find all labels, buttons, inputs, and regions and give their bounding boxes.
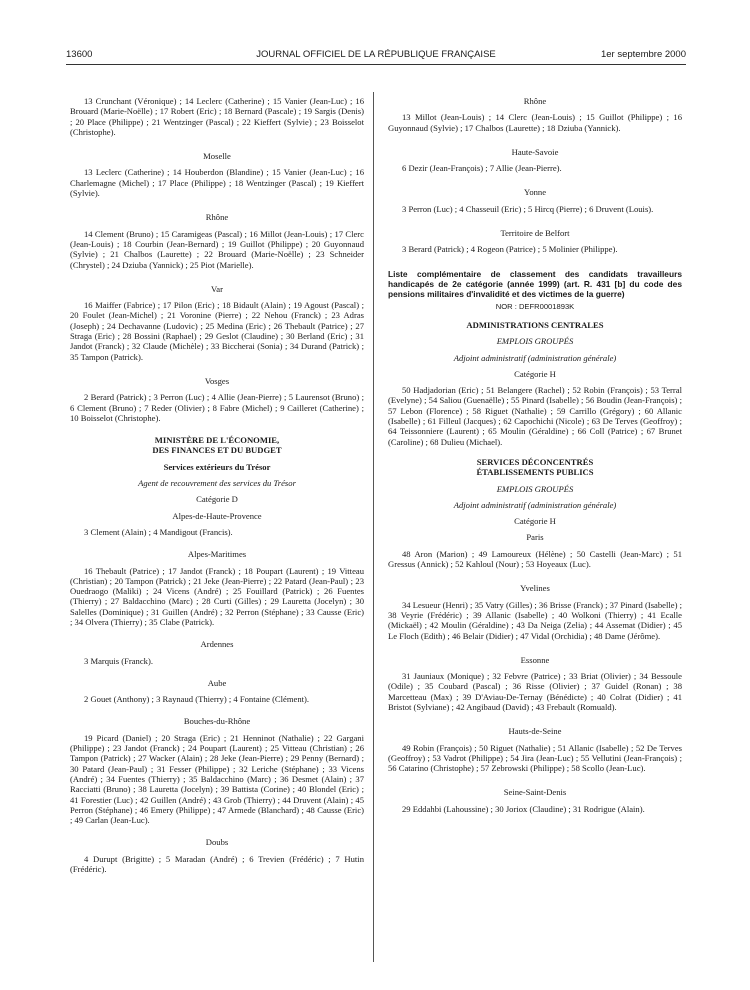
section-title-ardennes: Ardennes <box>200 639 234 650</box>
section-title-belfort: Territoire de Belfort <box>500 228 570 239</box>
etablissements-heading: ÉTABLISSEMENTS PUBLICS <box>476 467 594 478</box>
section-title-doubs: Doubs <box>205 837 229 848</box>
list-paragraph-am: 16 Thebault (Patrice) ; 17 Jandot (Franck) ; 18 Poupart (Laurent) ; 19 Vitteau (Christian) ; 20 Tampon (Patrick) ; 21 Jeke (Jean-Pierre) ; 22 Patard (Jean-Paul) ; 23 Ouedraogo (Maliki) ; 24 Vicens (André) ; 25 Fouillard (Patrick) ; 26 Fuentes (Thierry) ; 27 Baldacchino (Marc) ; 28 Curti (Gilles) ; 29 Lauretta (Jocelyn) ; 30 Salelles (Dominique) ; 31 Guillen (André) ; 32 Perron (Stéphane) ; 33 Causse (Eric) ; 34 Olvera (Thierry) ; 35 Clabe (Patrick). <box>70 565 364 627</box>
section-title-hauts-de-seine: Hauts-de-Seine <box>508 726 562 737</box>
services-heading: Services extérieurs du Trésor <box>163 461 271 472</box>
list-paragraph-seine-saint-denis: 29 Eddahbi (Lahoussine) ; 30 Joriox (Claudine) ; 31 Rodrigue (Alain). <box>402 803 645 814</box>
section-title-moselle: Moselle <box>203 151 231 162</box>
list-paragraph-belfort: 3 Berard (Patrick) ; 4 Rogeon (Patrice) ; 5 Molinier (Philippe). <box>402 244 618 255</box>
section-title-haute-savoie: Haute-Savoie <box>511 146 559 157</box>
list-paragraph-var: 16 Maiffer (Fabrice) ; 17 Pilon (Eric) ; 18 Bidault (Alain) ; 19 Agoust (Pascal) ; 20 Foulet (Jean-Michel) ; 21 Voronine (Pierre) ; 22 Nehou (Franck) ; 23 Adras (Joseph) ; 24 Dechavanne (Ludovic) ; 25 Medina (Eric) ; 26 Thebault (Patrice) ; 27 Straga (Eric) ; 28 Bossini (Raphael) ; 29 Geslot (Claudine) ; 30 Berland (Eric) ; 31 Jandot (Franck) ; 32 Claude (Michèle) ; 33 Biccherai (Sonia) ; 34 Durand (Patrick) ; 35 Tampon (Patrick). <box>70 300 364 362</box>
list-paragraph-yvelines: 34 Lesueur (Henri) ; 35 Vatry (Gilles) ; 36 Brisse (Franck) ; 37 Pinard (Isabelle) ; 38 Veyrie (Frédéric) ; 39 Allanic (Isabelle) ; 40 Wolkoni (Thierry) ; 41 Ecalle (Mickaël) ; 42 Moulin (Géraldine) ; 43 Da Neiga (Zelia) ; 44 Assemat (Didier) ; 45 Le Floch (Edith) ; 46 Belair (Didier) ; 47 Vidal (Orchidia) ; 48 Dame (Jérôme). <box>388 599 682 641</box>
emplois-heading: EMPLOIS GROUPÉS <box>496 336 574 347</box>
header-rule <box>66 64 686 65</box>
section-title-paris: Paris <box>526 532 544 543</box>
publication-date: 1er septembre 2000 <box>600 49 686 60</box>
list-paragraph-vosges: 2 Berard (Patrick) ; 3 Perron (Luc) ; 4 Allie (Jean-Pierre) ; 5 Laurensot (Bruno) ; 6 Clement (Bruno) ; 7 Reder (Olivier) ; 8 Fabre (Michel) ; 9 Cailleret (Catherine) ; 10 Boisselot (Christophe). <box>70 392 364 423</box>
section-title-rhone: Rhône <box>205 212 229 223</box>
page-number: 13600 <box>66 49 93 60</box>
list-paragraph-essonne: 31 Jauniaux (Monique) ; 32 Febvre (Patrice) ; 33 Briat (Olivier) ; 34 Bessoule (Odile) ; 35 Coubard (Pascal) ; 36 Risse (Olivier) ; 37 Guidel (Ronan) ; 38 Marcetteau (Max) ; 39 D'Aviau-De-Ternay (Bénédicte) ; 40 Colrat (Didier) ; 41 Bristot (Sylviane) ; 42 Angibaud (David) ; 43 Frebault (Romuald). <box>388 671 682 712</box>
emplois-heading-2: EMPLOIS GROUPÉS <box>496 483 574 494</box>
right-column <box>388 96 682 814</box>
section-title-am: Alpes-Maritimes <box>187 549 247 560</box>
category-heading-deconcentres: Catégorie H <box>514 516 556 527</box>
section-title-aube: Aube <box>207 677 227 688</box>
section-title-yonne: Yonne <box>523 187 547 198</box>
ministry-heading-line2: DES FINANCES ET DU BUDGET <box>152 445 282 456</box>
grade-heading-central: Adjoint administratif (administration générale) <box>453 352 617 363</box>
list-paragraph-doubs: 4 Durupt (Brigitte) ; 5 Maradan (André) ; 6 Trevien (Frédéric) ; 7 Hutin (Frédéric). <box>70 853 364 875</box>
list-paragraph-haute-savoie: 6 Dezir (Jean-François) ; 7 Allie (Jean-Pierre). <box>402 163 562 174</box>
column-divider <box>373 92 374 962</box>
left-column <box>70 96 364 874</box>
notice-title: Liste complémentaire de classement des candidats travailleurs handicapés de 2e catégorie (année 1999) (art. R. 431 [b] du code des pensions militaires d'invalidité et des victimes de la guerre) <box>388 268 682 299</box>
grade-heading: Agent de recouvrement des services du Trésor <box>138 478 296 489</box>
category-heading-central: Catégorie H <box>514 368 556 379</box>
list-paragraph-ardennes: 3 Marquis (Franck). <box>84 655 153 666</box>
section-title-bdr: Bouches-du-Rhône <box>183 716 251 727</box>
section-title-yvelines: Yvelines <box>520 583 550 594</box>
section-title-ahp: Alpes-de-Haute-Provence <box>172 510 262 521</box>
list-paragraph-yonne: 3 Perron (Luc) ; 4 Chasseuil (Eric) ; 5 Hircq (Pierre) ; 6 Druvent (Louis). <box>402 203 654 214</box>
list-paragraph-central: 50 Hadjadorian (Eric) ; 51 Belangere (Rachel) ; 52 Robin (François) ; 53 Terral (Evelyne) ; 54 Saliou (Guenaëlle) ; 55 Pinard (Isabelle) ; 56 Boudin (Jean-François) ; 57 Lebon (Florence) ; 58 Riguet (Nathalie) ; 59 Carrillo (Grégory) ; 60 Allanic (Isabelle) ; 61 Filleul (Jacques) ; 62 Capochichi (Nicole) ; 63 De Terves (Geoffroy) ; 64 Teissonniere (Laurent) ; 65 Moulin (Géraldine) ; 66 Coll (Patrice) ; 67 Brunet (Caroline) ; 68 Dulieu (Michael). <box>388 385 682 447</box>
page-header <box>66 49 686 65</box>
admin-heading: ADMINISTRATIONS CENTRALES <box>466 319 604 330</box>
section-title-vosges: Vosges <box>204 375 230 386</box>
list-paragraph-aube: 2 Gouet (Anthony) ; 3 Raynaud (Thierry) ; 4 Fontaine (Clément). <box>84 694 310 705</box>
services-deconcentres-heading: SERVICES DÉCONCENTRÉS <box>476 456 594 467</box>
list-paragraph-moselle: 13 Leclerc (Catherine) ; 14 Houberdon (Blandine) ; 15 Vanier (Jean-Luc) ; 16 Charlemagne (Michel) ; 17 Place (Philippe) ; 18 Wentzinger (Pascal) ; 19 Kieffert (Sylvie). <box>70 167 364 199</box>
list-paragraph-rhone: 14 Clement (Bruno) ; 15 Caramigeas (Pascal) ; 16 Millot (Jean-Louis) ; 17 Clerc (Jean-Louis) ; 18 Courbin (Jean-Bernard) ; 19 Guillot (Philippe) ; 20 Guyonnaud (Sylvie) ; 21 Chalbos (Laurette) ; 22 Brouard (Marie-Noëlle) ; 23 Schneider (Chrystel) ; 24 Dziuba (Yannick) ; 25 Piot (Marielle). <box>70 228 364 270</box>
list-paragraph-hauts-de-seine: 49 Robin (François) ; 50 Riguet (Nathalie) ; 51 Allanic (Isabelle) ; 52 De Terves (Geoffroy) ; 53 Vadrot (Philippe) ; 54 Jira (Jean-Luc) ; 55 Vellutini (Jean-François) ; 56 Catarino (Christophe) ; 57 Zebrowski (Philippe) ; 58 Scollo (Jean-Luc). <box>388 742 682 774</box>
category-heading: Catégorie D <box>196 494 238 505</box>
section-title-rhone-2: Rhône <box>523 96 547 106</box>
section-title-seine-saint-denis: Seine-Saint-Denis <box>503 787 567 798</box>
list-paragraph-ahp: 3 Clement (Alain) ; 4 Mandigout (Francis). <box>84 526 233 537</box>
list-paragraph-paris: 48 Aron (Marion) ; 49 Lamoureux (Hélène) ; 50 Castelli (Jean-Marc) ; 51 Gressus (Annick) ; 52 Kahloul (Nour) ; 53 Hoyeaux (Luc). <box>388 548 682 570</box>
list-paragraph-bdr: 19 Picard (Daniel) ; 20 Straga (Eric) ; 21 Henninot (Nathalie) ; 22 Gargani (Philippe) ; 23 Jandot (Franck) ; 24 Poupart (Laurent) ; 25 Vitteau (Christian) ; 26 Tampon (Patrick) ; 27 Wacker (Alain) ; 28 Jeke (Jean-Pierre) ; 29 Penny (Bernard) ; 30 Patard (Jean-Paul) ; 31 Fesser (Philippe) ; 32 Leriche (Stéphane) ; 33 Vicens (André) ; 34 Fuentes (Thierry) ; 35 Baldacchino (Marc) ; 36 Desmet (Alain) ; 37 Racciatti (Bruno) ; 38 Lauretta (Jocelyn) ; 39 Battista (Corine) ; 40 Blondel (Eric) ; 41 Forestier (Luc) ; 42 Guillen (André) ; 43 Grob (Thierry) ; 44 Druvent (Alain) ; 45 Perron (Stéphane) ; 46 Emery (Philippe) ; 47 Armede (Blanchard) ; 48 Causse (Eric) ; 49 Carlan (Jean-Luc). <box>70 732 364 826</box>
nor-reference: NOR : DEFR0001893K <box>495 301 575 311</box>
list-paragraph: 13 Crunchant (Véronique) ; 14 Leclerc (Catherine) ; 15 Vanier (Jean-Luc) ; 16 Brouard (Marie-Noëlle) ; 17 Robert (Eric) ; 18 Bernard (Pascale) ; 19 Sargis (Denis) ; 20 Place (Philippe) ; 21 Wentzinger (Pascal) ; 22 Kieffert (Sylvie) ; 23 Boisselot (Christophe). <box>70 96 364 137</box>
section-title-var: Var <box>211 283 223 294</box>
ministry-heading-line1: MINISTÈRE DE L'ÉCONOMIE, <box>154 435 280 446</box>
grade-heading-deconcentres: Adjoint administratif (administration générale) <box>453 499 617 510</box>
section-title-essonne: Essonne <box>520 654 550 665</box>
journal-title: JOURNAL OFFICIEL DE LA RÉPUBLIQUE FRANÇAISE <box>256 49 496 60</box>
list-paragraph-rhone-2: 13 Millot (Jean-Louis) ; 14 Clerc (Jean-Louis) ; 15 Guillot (Philippe) ; 16 Guyonnaud (Sylvie) ; 17 Chalbos (Laurette) ; 18 Dziuba (Yannick). <box>388 112 682 133</box>
